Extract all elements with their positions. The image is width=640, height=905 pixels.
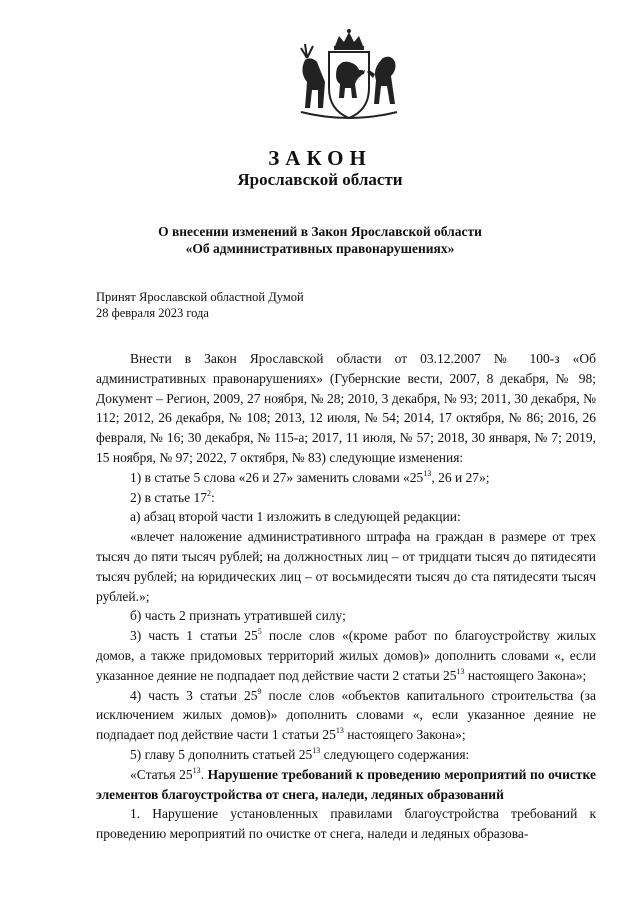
- item-4-superscript-1: 9: [257, 686, 262, 696]
- coat-of-arms-emblem: [287, 28, 411, 124]
- item-1-superscript: 13: [423, 468, 432, 478]
- item-2a: а) абзац второй части 1 изложить в следующей редакции:: [130, 509, 461, 525]
- article-heading: [96, 765, 596, 805]
- item-3-superscript-1: 5: [257, 627, 262, 637]
- article-superscript: 13: [192, 765, 201, 775]
- item-3: [96, 626, 596, 685]
- document-region: Ярославской области: [237, 170, 403, 189]
- item-3-text: 3) часть 1 статьи 25: [130, 628, 258, 644]
- adoption-date: 28 февраля 2023 года: [96, 306, 209, 320]
- item-2-text: 2) в статье 17: [130, 489, 207, 505]
- item-5-text-end: следующего содержания:: [320, 746, 470, 762]
- item-5-superscript: 13: [312, 745, 321, 755]
- law-body: [96, 349, 596, 844]
- item-4-text-end: настоящего Закона»;: [343, 727, 466, 743]
- item-4: [96, 686, 596, 745]
- adoption-note: [96, 289, 304, 321]
- item-2b: б) часть 2 признать утратившей силу;: [130, 608, 346, 624]
- item-3-superscript-2: 13: [456, 666, 465, 676]
- item-4-superscript-2: 13: [335, 726, 344, 736]
- item-2-superscript: 2: [207, 488, 211, 498]
- subject-line-1: О внесении изменений в Закон Ярославской области: [158, 224, 482, 239]
- item-1: [96, 468, 596, 488]
- item-4-text-middle: после слов «объектов капитального строительства (за исключением жилых домов)» дополнить словами «, если указанное деяние не подпадает под действие части 1 статьи 25: [96, 687, 596, 743]
- adoption-body: Принят Ярославской областной Думой: [96, 290, 304, 304]
- intro-paragraph: Внести в Закон Ярославской области от 03.12.2007 № 100-з «Об административных правонарушениях» (Губернские вести, 2007, 8 декабря, № 98; Документ – Регион, 2009, 27 ноября, № 28; 2010, 3 декабря, № 93; 2011, 30 декабря, № 112; 2012, 26 декабря, № 108; 2013, 12 июля, № 54; 2014, 17 октября, № 86; 2016, 26 февраля, № 16; 30 декабря, № 115-а; 2017, 11 июля, № 57; 2018, 30 января, № 7; 2019, 15 ноября, № 97; 2022, 7 октября, № 83) следующие изменения:: [96, 351, 596, 465]
- item-1-text-end: , 26 и 27»;: [431, 469, 490, 485]
- item-2: [96, 488, 596, 508]
- item-5: [96, 745, 596, 765]
- article-title: Нарушение требований к проведению мероприятий по очистке элементов благоустройства от снега, наледи, ледяных образований: [96, 766, 596, 802]
- item-5-text: 5) главу 5 дополнить статьей 25: [130, 746, 313, 762]
- document-title: ЗАКОН: [268, 146, 372, 170]
- item-3-text-middle: после слов «(кроме работ по благоустройству жилых домов, а также придомовых территорий жилых домов)» дополнить словами «, если указанное деяние не подпадает под действие части 2 статьи 25: [96, 628, 596, 683]
- item-3-text-end: настоящего Закона»;: [464, 667, 587, 683]
- item-2-text-end: :: [211, 489, 215, 505]
- item-1-text: 1) в статье 5 слова «26 и 27» заменить словами «25: [130, 469, 424, 485]
- article-separator: .: [200, 766, 208, 782]
- item-4-text: 4) часть 3 статьи 25: [130, 687, 258, 703]
- quoted-text: «влечет наложение административного штрафа на граждан в размере от трех тысяч до пяти тысяч рублей; на должностных лиц – от тридцати тысяч до пятидесяти тысяч рублей; на юридических лиц – от восьмидесяти тысяч до ста пятидесяти тысяч рублей.»;: [96, 529, 596, 604]
- subject-line-2: «Об административных правонарушениях»: [185, 241, 455, 256]
- article-part-1: 1. Нарушение установленных правилами благоустройства требований к проведению мероприятий по очистке от снега, наледи и ледяных образова-: [96, 806, 596, 842]
- article-number: «Статья 25: [130, 766, 193, 782]
